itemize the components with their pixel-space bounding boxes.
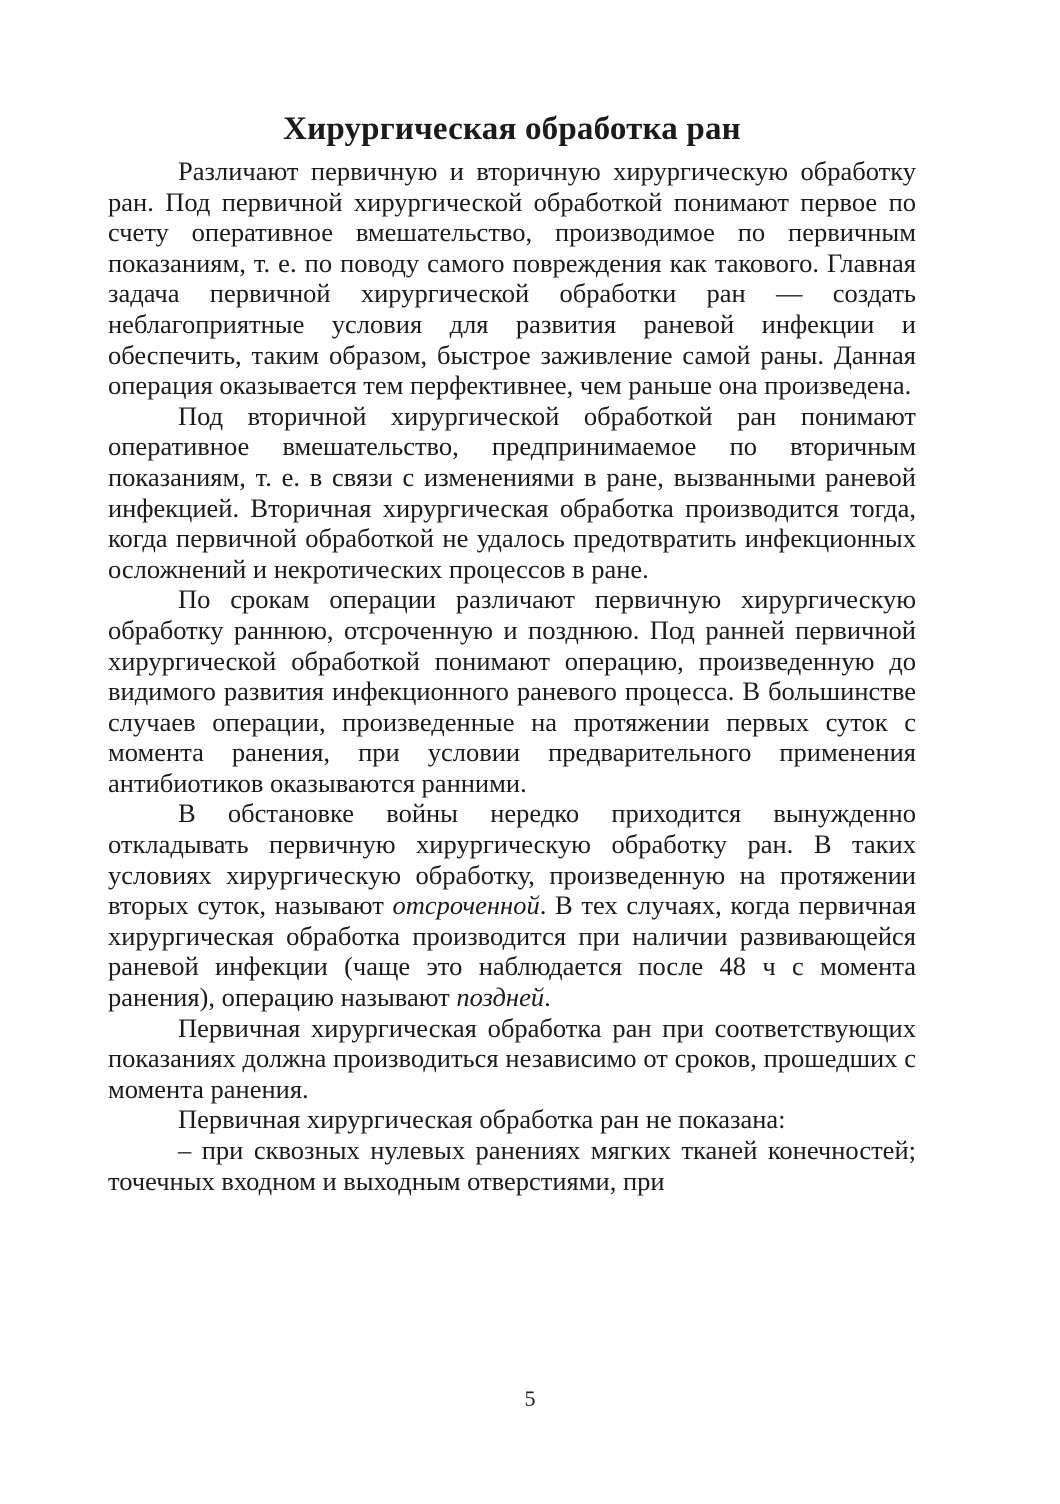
paragraph-regardless-of-timing: Первичная хирургическая обработка ран при соответствующих показаниях должна производиться независимо от сроков, прошедших с момента ранения. [108,1012,916,1104]
term-late: поздней [456,982,545,1013]
paragraph-wartime-text-1: В обстановке войны нередко приходится вынужденно откладывать первичную хирургическую обработку ран. В таких условиях хирургическую обработку, произведенную на протяжении вторых суток, называют [108,798,916,921]
paragraph-wartime-text-3: . [544,982,551,1013]
paragraph-wartime [108,798,916,1012]
paragraph-primary-vs-secondary: Различают первичную и вторичную хирургическую обработку ран. Под первичной хирургической обработкой понимают первое по счету оперативное вмешательство, производимое по первичным показаниям, т. е. по поводу самого повреждения как такового. Главная задача первичной хирургической обработки ран — создать неблагоприятные условия для развития раневой инфекции и обеспечить, таким образом, быстрое заживление самой раны. Данная операция оказывается тем перфективнее, чем раньше она произведена. [108,156,916,401]
paragraph-wartime-text-2: . В тех случаях, когда первичная хирургическая обработка производится при наличии развивающейся раневой инфекции (чаще это наблюдается после 48 ч с момента ранения), операцию называют [108,890,917,1013]
list-item-not-indicated: – при сквозных нулевых ранениях мягких тканей конечностей; точечных входном и выходным отверстиями, при [108,1135,916,1196]
section-title: Хирургическая обработка ран [283,111,741,147]
paragraph-not-indicated: Первичная хирургическая обработка ран не показана: [178,1104,786,1135]
document-page [108,108,916,1196]
paragraph-timing: По срокам операции различают первичную хирургическую обработку раннюю, отсроченную и позднюю. Под ранней первичной хирургической обработкой понимают операцию, произведенную до видимого развития инфекционного раневого процесса. В большинстве случаев операции, произведенные на протяжении первых суток с момента ранения, при условии предварительного применения антибиотиков оказываются ранними. [108,584,916,798]
paragraph-secondary-treatment: Под вторичной хирургической обработкой ран понимают оперативное вмешательство, предпринимаемое по вторичным показаниям, т. е. в связи с изменениями в ране, вызванными раневой инфекцией. Вторичная хирургическая обработка производится тогда, когда первичной обработкой не удалось предотвратить инфекционных осложнений и некротических процессов в ране. [108,400,916,584]
page-number: 5 [524,1386,536,1411]
term-deferred: отсроченной [392,890,540,921]
